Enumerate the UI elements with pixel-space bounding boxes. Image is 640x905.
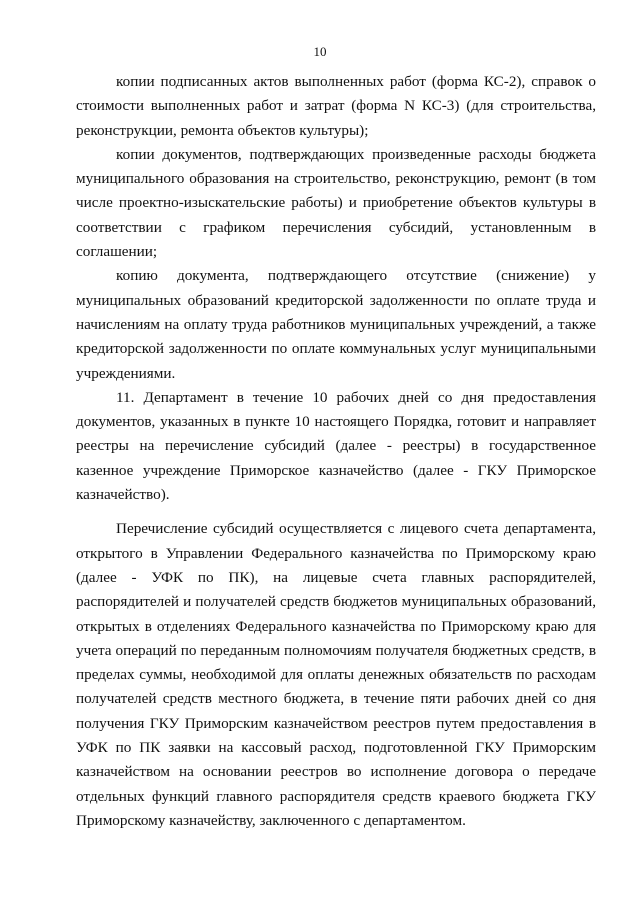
paragraph-debt-document: копию документа, подтверждающего отсутствие (снижение) у муниципальных образований кредиторской задолженности по оплате труда и начислениям на оплату труда работников муниципальных учреждений, а также кредиторской задолженности по оплате коммунальных услуг муниципальными учреждениями. xyxy=(76,267,596,382)
document-body xyxy=(76,70,596,833)
paragraph-section-11: 11. Департамент в течение 10 рабочих дней со дня предоставления документов, указанных в пункте 10 настоящего Порядка, готовит и направляет реестры на перечисление субсидий (далее - реестры) в государственное казенное учреждение Приморское казначейство (далее - ГКУ Приморское казначейство). xyxy=(76,388,596,504)
paragraph-expense-documents: копии документов, подтверждающих произведенные расходы бюджета муниципального образования на строительство, реконструкцию, ремонт (в том числе проектно-изыскательские работы) и приобретение объектов культуры в соответствии с графиком перечисления субсидий, установленным в соглашении; xyxy=(76,145,596,261)
page-number: 10 xyxy=(313,44,327,59)
paragraph-ks-acts: копии подписанных актов выполненных работ (форма КС-2), справок о стоимости выполненных работ и затрат (форма N КС-3) (для строительства, реконструкции, ремонта объектов культуры); xyxy=(76,73,596,139)
paragraph-subsidy-transfer: Перечисление субсидий осуществляется с лицевого счета департамента, открытого в Управлении Федерального казначейства по Приморскому краю (далее - УФК по ПК), на лицевые счета главных распорядителей, распорядителей и получателей средств бюджетов муниципальных образований, открытых в отделениях Федерального казначейства по Приморскому краю для учета операций по переданным полномочиям получателя бюджетных средств, в пределах суммы, необходимой для оплаты денежных обязательств по расходам получателей средств местного бюджета, в течение пяти рабочих дней со дня получения ГКУ Приморским казначейством реестров путем предоставления в УФК по ПК заявки на кассовый расход, подготовленной ГКУ Приморским казначейством на основании реестров во исполнение договора о передаче отдельных функций главного распорядителя средств краевого бюджета ГКУ Приморскому казначейству, заключенного с департаментом. xyxy=(76,520,596,829)
